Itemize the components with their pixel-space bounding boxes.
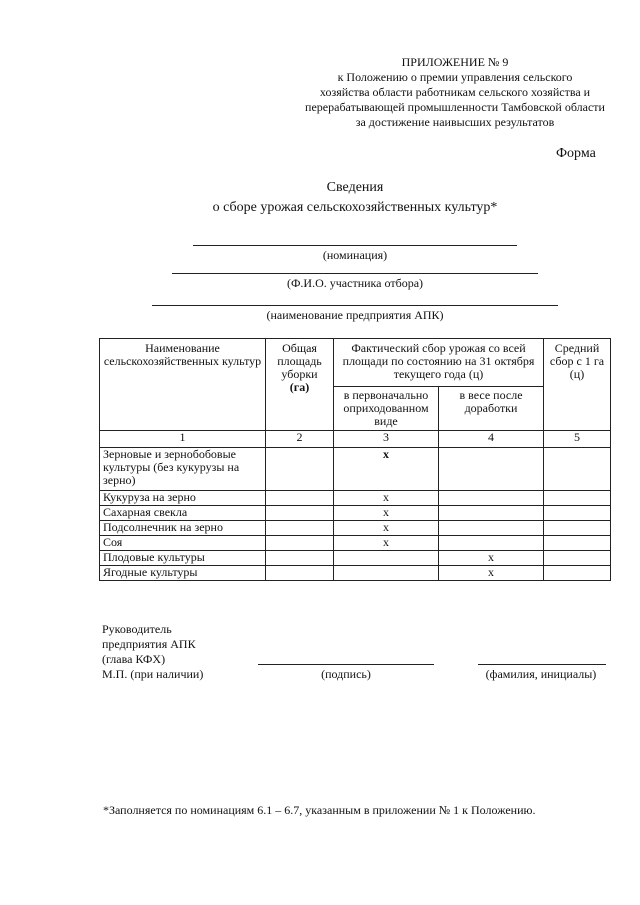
initial-weight-cell[interactable]: [334, 566, 439, 581]
after-processing-cell[interactable]: [439, 491, 544, 506]
signatory-line-3: (глава КФХ): [102, 652, 166, 666]
after-processing-cell[interactable]: [439, 506, 544, 521]
crop-name: Ягодные культуры: [100, 566, 266, 581]
average-yield-cell[interactable]: [544, 566, 611, 581]
initial-weight-cell: х: [334, 491, 439, 506]
header-after-processing: в весе после доработки: [439, 387, 544, 431]
column-number: 2: [266, 431, 334, 448]
crop-name: Плодовые культуры: [100, 551, 266, 566]
area-cell[interactable]: [266, 521, 334, 536]
column-number: 5: [544, 431, 611, 448]
footnote: *Заполняется по номинациям 6.1 – 6.7, указанным в приложении № 1 к Положению.: [103, 803, 536, 817]
crop-name: Зерновые и зернобобовые культуры (без кукурузы на зерно): [100, 448, 266, 491]
area-cell[interactable]: [266, 491, 334, 506]
table-row: [100, 566, 611, 581]
signatory-block: [102, 622, 196, 667]
appendix-line-4: за достижение наивысших результатов: [355, 115, 555, 129]
average-yield-cell[interactable]: [544, 536, 611, 551]
column-numbers-row: [100, 431, 611, 448]
appendix-title: ПРИЛОЖЕНИЕ № 9: [401, 55, 509, 69]
area-cell[interactable]: [266, 536, 334, 551]
signatory-line-2: предприятия АПК: [102, 637, 196, 651]
nomination-field-line[interactable]: [193, 245, 517, 246]
area-cell[interactable]: [266, 506, 334, 521]
appendix-line-2: хозяйства области работникам сельского хозяйства и: [319, 85, 591, 99]
table-row: [100, 521, 611, 536]
after-processing-cell: х: [439, 551, 544, 566]
column-number: 4: [439, 431, 544, 448]
average-yield-cell[interactable]: [544, 521, 611, 536]
initial-weight-cell[interactable]: [334, 551, 439, 566]
column-number: 1: [100, 431, 266, 448]
header-actual-harvest: Фактический сбор урожая со всей площади по состоянию на 31 октября текущего года (ц): [334, 339, 544, 387]
header-area-unit: (га): [289, 380, 310, 394]
after-processing-cell[interactable]: [439, 448, 544, 491]
initial-weight-cell: х: [334, 506, 439, 521]
crop-name: Кукуруза на зерно: [100, 491, 266, 506]
enterprise-caption: (наименование предприятия АПК): [266, 308, 444, 322]
crop-name: Сахарная свекла: [100, 506, 266, 521]
header-area: [266, 339, 334, 431]
average-yield-cell[interactable]: [544, 551, 611, 566]
crop-name: Соя: [100, 536, 266, 551]
area-cell[interactable]: [266, 448, 334, 491]
after-processing-cell: х: [439, 566, 544, 581]
average-yield-cell[interactable]: [544, 491, 611, 506]
document-title: [150, 178, 560, 218]
crop-name: Подсолнечник на зерно: [100, 521, 266, 536]
appendix-header: [286, 55, 624, 130]
enterprise-field-line[interactable]: [152, 305, 558, 306]
area-cell[interactable]: [266, 566, 334, 581]
participant-caption: (Ф.И.О. участника отбора): [286, 276, 424, 290]
name-caption: (фамилия, инициалы): [485, 667, 597, 681]
document-title-line-2: о сборе урожая сельскохозяйственных культур*: [212, 200, 498, 215]
signature-field-line[interactable]: [258, 664, 434, 665]
signature-caption: (подпись): [321, 667, 371, 681]
header-average-yield: Средний сбор с 1 га (ц): [544, 339, 611, 431]
table-row: [100, 448, 611, 491]
initial-weight-cell: х: [334, 448, 439, 491]
average-yield-cell[interactable]: [544, 448, 611, 491]
table-row: [100, 506, 611, 521]
initial-weight-cell: х: [334, 536, 439, 551]
harvest-table: [99, 338, 611, 581]
after-processing-cell[interactable]: [439, 536, 544, 551]
after-processing-cell[interactable]: [439, 521, 544, 536]
name-field-line[interactable]: [478, 664, 606, 665]
table-row: [100, 536, 611, 551]
stamp-label: М.П. (при наличии): [102, 667, 204, 681]
initial-weight-cell: х: [334, 521, 439, 536]
appendix-line-1: к Положению о премии управления сельского: [337, 70, 573, 84]
table-row: [100, 491, 611, 506]
participant-field-line[interactable]: [172, 273, 538, 274]
table-row: [100, 551, 611, 566]
appendix-line-3: перерабатывающей промышленности Тамбовской области: [305, 100, 605, 114]
header-crop-name: Наименование сельскохозяйственных культур: [100, 339, 266, 431]
nomination-caption: (номинация): [322, 248, 388, 262]
area-cell[interactable]: [266, 551, 334, 566]
form-label: Форма: [556, 146, 596, 161]
signatory-line-1: Руководитель: [102, 622, 172, 636]
header-area-label: Общая площадь уборки: [277, 341, 322, 381]
column-number: 3: [334, 431, 439, 448]
header-initial-weight: в первоначально оприходованном виде: [334, 387, 439, 431]
average-yield-cell[interactable]: [544, 506, 611, 521]
document-title-line-1: Сведения: [326, 180, 384, 195]
